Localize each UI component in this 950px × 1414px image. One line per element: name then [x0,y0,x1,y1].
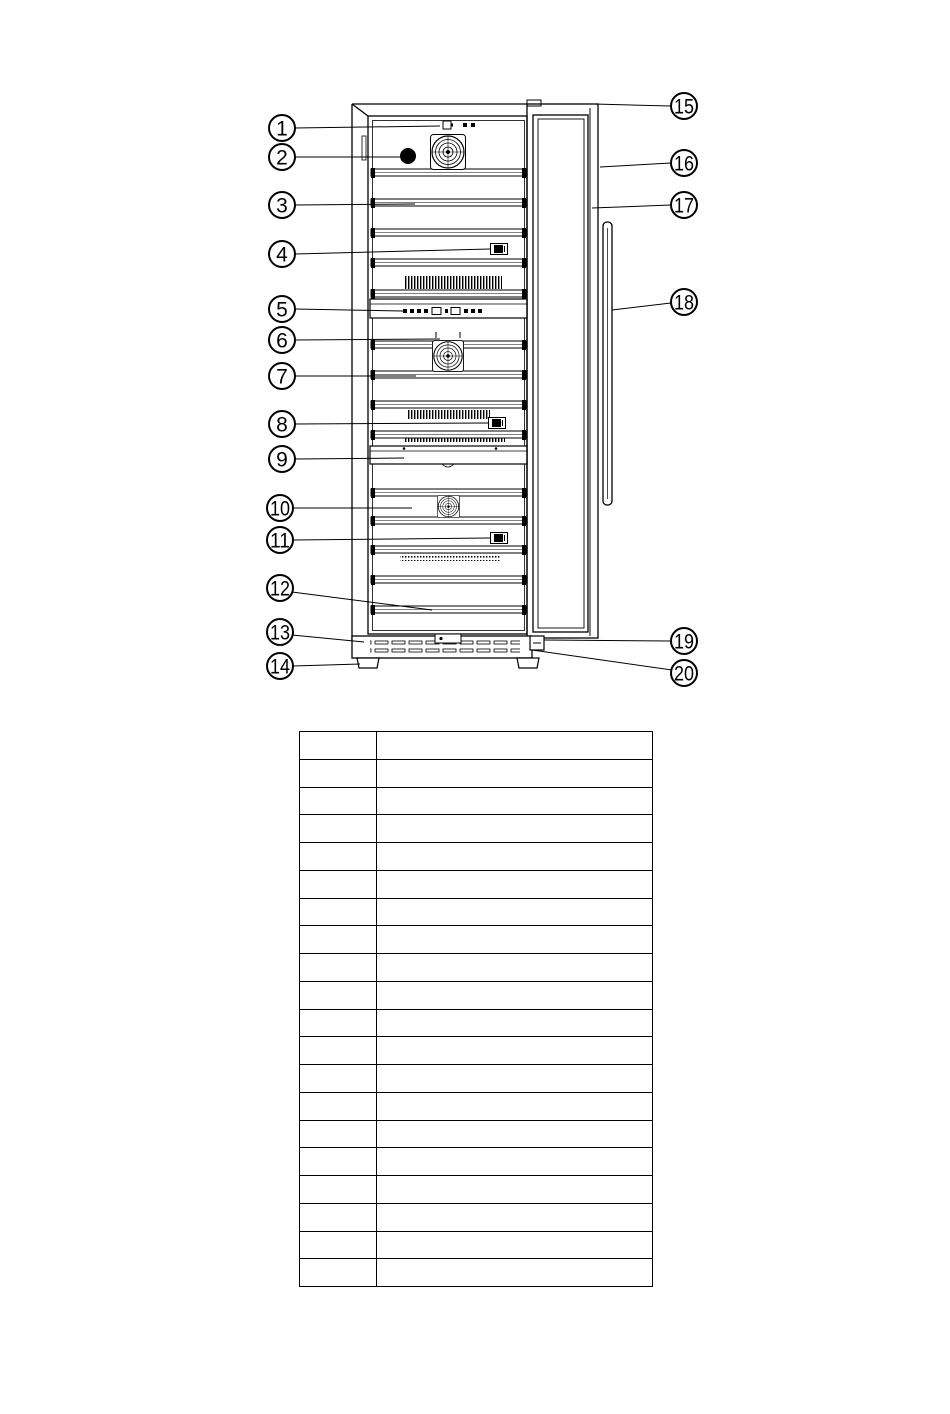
door-glass-outer [533,115,588,632]
callout-number: 8 [276,413,288,437]
leveling-feet [357,658,539,668]
display-window [451,308,460,315]
control-button [417,309,421,313]
fan-middle [432,340,463,371]
shelf [371,575,526,585]
part-number-cell [300,1037,377,1065]
callout-number: 5 [276,298,288,322]
part-number-cell [300,1092,377,1120]
part-number-cell [300,954,377,982]
callout-13 [267,619,364,645]
leader-line [544,640,671,641]
callout-17 [592,192,697,218]
part-number-cell [300,981,377,1009]
shelf [371,198,526,208]
part-number-cell [300,1259,377,1287]
leader-line [295,249,490,254]
callout-number: 9 [276,448,288,472]
leader-line [600,163,671,167]
leader-line [592,205,671,208]
fan-upper [431,135,466,170]
fan-lower [437,495,459,517]
callout-number: 17 [674,194,694,218]
kickplate [352,634,544,658]
part-number-cell [300,1120,377,1148]
part-name-cell [377,1065,653,1093]
part-name-cell [377,1231,653,1259]
part-name-cell [377,981,653,1009]
table-row [300,1176,653,1204]
part-name-cell [377,732,653,760]
cabinet-perspective-line [352,104,368,116]
leader-line [295,423,488,424]
part-number-cell [300,870,377,898]
part-name-cell [377,870,653,898]
callout-18 [612,289,697,315]
leader-line [293,538,490,540]
leader-line [292,592,432,610]
table-row [300,981,653,1009]
shelf [371,228,526,238]
interior-light [443,121,475,129]
part-name-cell [377,898,653,926]
part-name-cell [377,815,653,843]
part-number-cell [300,1203,377,1231]
fins-lower [400,553,500,561]
part-number-cell [300,898,377,926]
part-number-cell [300,1231,377,1259]
callout-number: 2 [276,146,288,170]
sensor-upper [491,244,508,255]
display-window [432,308,441,315]
callout-number: 1 [276,117,288,141]
callout-number: 12 [270,577,290,601]
part-name-cell [377,759,653,787]
callout-number: 13 [270,621,290,645]
fan-bracket [436,332,460,338]
leader-line [295,339,440,340]
foot-left [357,658,379,668]
part-name-cell [377,1092,653,1120]
control-button [471,309,475,313]
part-number-cell [300,759,377,787]
table-row [300,843,653,871]
part-name-cell [377,787,653,815]
callout-6 [269,327,440,353]
table-row [300,926,653,954]
fins-upper [405,276,502,289]
part-name-cell [377,1009,653,1037]
foot-right [517,658,539,668]
parts-table-body [300,732,653,1287]
part-number-cell [300,1176,377,1204]
table-row [300,732,653,760]
leader-line [612,303,671,310]
callout-20 [532,650,697,686]
table-row [300,787,653,815]
part-name-cell [377,843,653,871]
control-button [410,309,414,313]
table-row [300,1065,653,1093]
shelf [371,545,526,555]
part-number-cell [300,1009,377,1037]
table-row [300,1092,653,1120]
part-number-cell [300,815,377,843]
part-name-cell [377,1176,653,1204]
table-row [300,1231,653,1259]
door-top-hinge [527,100,541,106]
callout-number: 20 [674,662,694,686]
shelf [371,430,526,440]
callout-number: 7 [276,365,288,389]
light-led [463,123,467,127]
part-name-cell [377,926,653,954]
part-number-cell [300,732,377,760]
leader-line [293,664,360,666]
callout-number: 16 [674,152,694,176]
table-row [300,1203,653,1231]
callout-1 [269,115,440,141]
callout-15 [594,93,697,119]
shelf [371,289,526,299]
callout-16 [600,150,697,176]
light-switch [443,121,451,129]
callout-number: 19 [674,630,694,654]
table-row [300,1009,653,1037]
part-name-cell [377,954,653,982]
parts-table [299,731,653,1287]
table-row [300,815,653,843]
table-row [300,870,653,898]
part-name-cell [377,1148,653,1176]
part-name-cell [377,1259,653,1287]
door-handle [603,222,612,505]
part-number-cell [300,843,377,871]
part-number-cell [300,1065,377,1093]
callout-number: 11 [270,529,290,553]
sensor-lower [491,533,508,544]
callout-number: 18 [674,291,694,315]
shelf [371,605,526,615]
part-number-cell [300,926,377,954]
callout-number: 14 [270,655,291,679]
table-row [300,898,653,926]
sensor-middle [489,418,506,429]
callout-number: 4 [276,243,288,267]
shelf [371,258,526,268]
table-row [300,1148,653,1176]
zone-divider-upper [370,299,527,318]
shelves [371,168,526,615]
callout-number: 10 [270,497,290,521]
thermostat-knob [400,148,416,164]
leader-line [532,650,672,670]
table-row [300,1037,653,1065]
control-button [403,309,407,313]
part-name-cell [377,1037,653,1065]
control-button [464,309,468,313]
part-name-cell [377,1120,653,1148]
wine-cooler-diagram [0,0,950,700]
table-row [300,759,653,787]
light-led [471,123,475,127]
door-glass-inner [538,119,584,628]
callout-number: 3 [276,194,288,218]
kickplate-bracket [435,634,461,643]
callout-number: 15 [674,95,694,119]
callouts [267,93,697,686]
callout-number: 6 [276,329,288,353]
callout-14 [267,653,360,679]
callout-2 [269,144,400,170]
control-button [478,309,482,313]
control-button [445,309,448,313]
part-number-cell [300,787,377,815]
callout-7 [269,363,416,389]
glass-door [527,100,598,638]
control-button [424,309,428,313]
part-name-cell [377,1203,653,1231]
fins-middle [408,410,490,419]
table-row [300,954,653,982]
part-number-cell [300,1148,377,1176]
side-bracket [362,136,366,160]
table-row [300,1120,653,1148]
zone-divider-lower [370,446,527,467]
leader-line [594,104,671,106]
table-row [300,1259,653,1287]
shelf [371,400,526,410]
